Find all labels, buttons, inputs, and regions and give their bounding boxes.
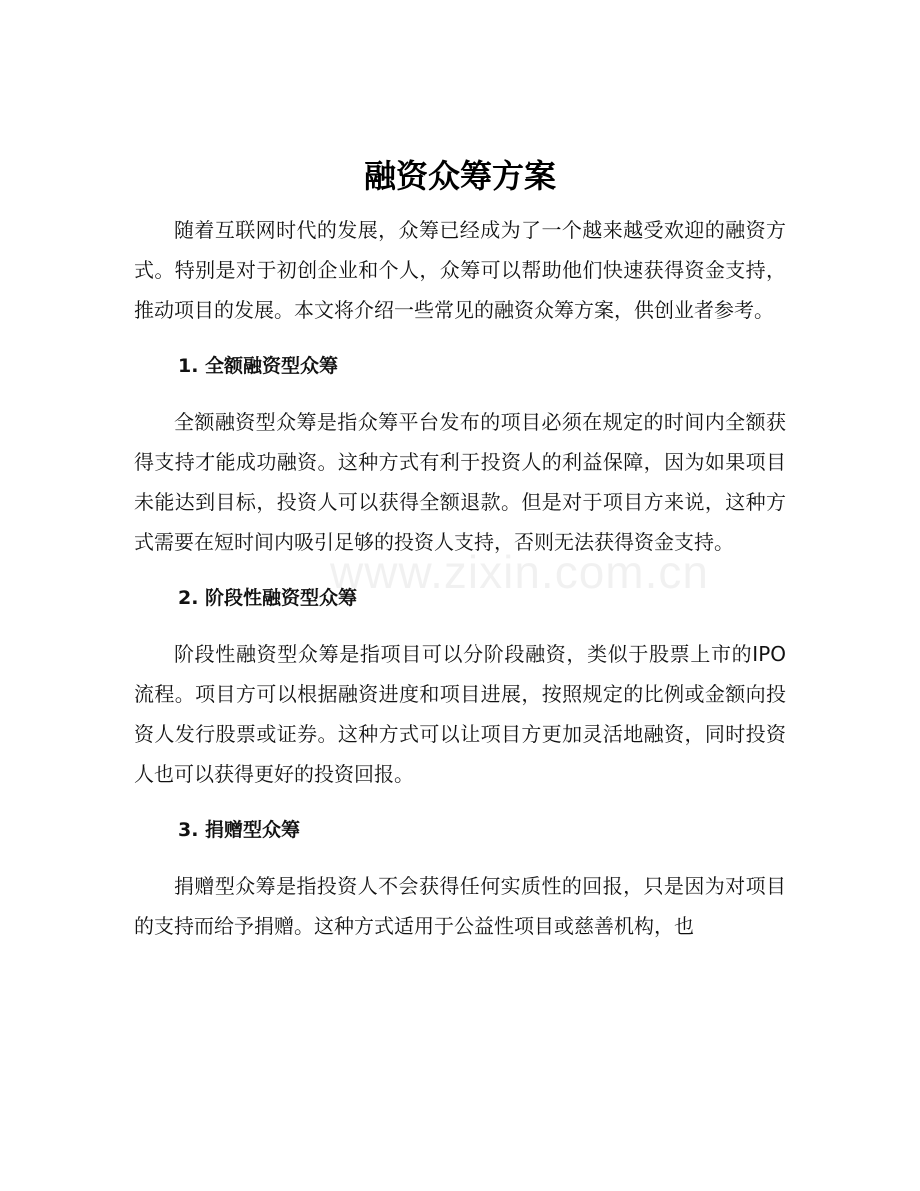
section-body-1: 全额融资型众筹是指众筹平台发布的项目必须在规定的时间内全额获得支持才能成功融资。这种方式有利于投资人的利益保障，因为如果项目未能达到目标，投资人可以获得全额退款。但是对于项目方来说，这种方式需要在短时间内吸引足够的投资人支持，否则无法获得资金支持。 xyxy=(134,410,786,554)
page-title: 融资众筹方案 xyxy=(363,157,556,195)
section-body-3: 捐赠型众筹是指投资人不会获得任何实质性的回报，只是因为对项目的支持而给予捐赠。这种方式适用于公益性项目或慈善机构，也 xyxy=(134,874,786,938)
section-heading-3: 3. 捐赠型众筹 xyxy=(178,819,301,841)
intro-paragraph: 随着互联网时代的发展，众筹已经成为了一个越来越受欢迎的融资方式。特别是对于初创企业和个人，众筹可以帮助他们快速获得资金支持，推动项目的发展。本文将介绍一些常见的融资众筹方案，供创业者参考。 xyxy=(134,218,786,322)
section-heading-1: 1. 全额融资型众筹 xyxy=(178,355,339,377)
document-content xyxy=(134,150,786,946)
section-body-2: 阶段性融资型众筹是指项目可以分阶段融资，类似于股票上市的IPO流程。项目方可以根据融资进度和项目进展，按照规定的比例或金额向投资人发行股票或证券。这种方式可以让项目方更加灵活地融资，同时投资人也可以获得更好的投资回报。 xyxy=(134,642,786,786)
section-heading-2: 2. 阶段性融资型众筹 xyxy=(178,587,358,609)
watermark: www.zixin.com.cn xyxy=(330,546,709,598)
